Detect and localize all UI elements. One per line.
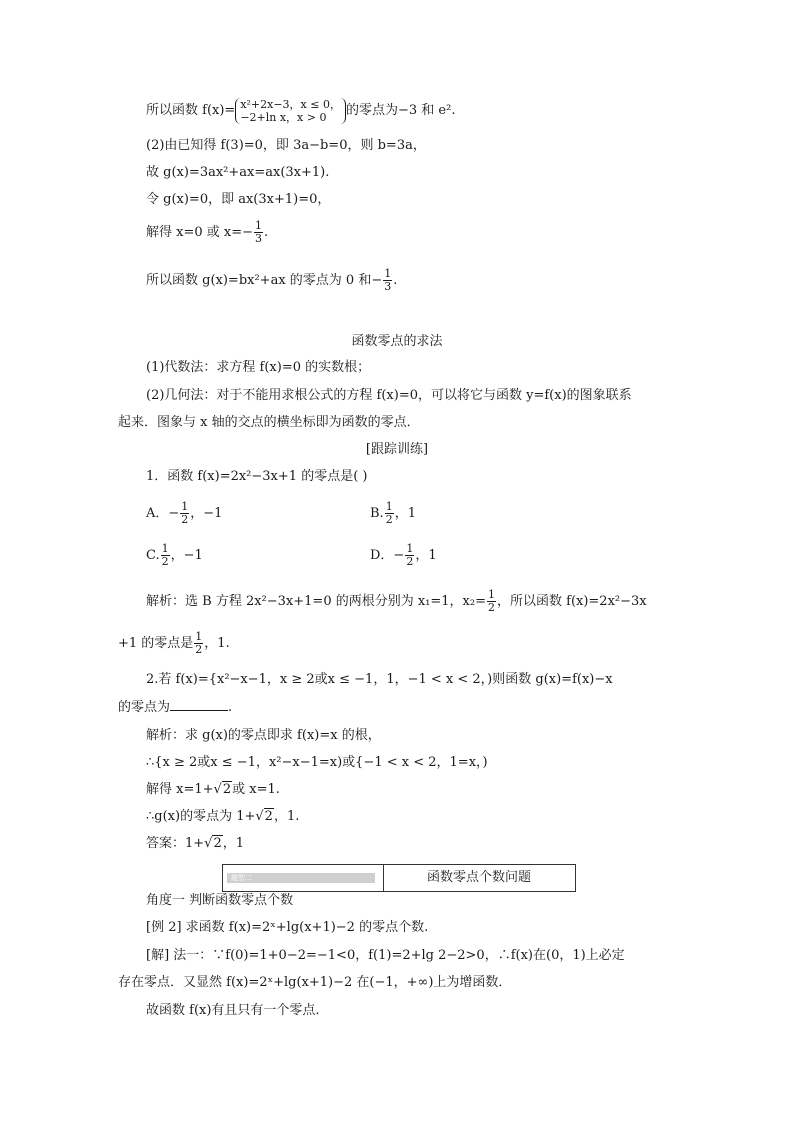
statement-prefix: 所以函数 f(x)= bbox=[146, 103, 236, 118]
sqrt-radicand: 2 bbox=[264, 809, 273, 824]
sqrt-symbol: √ bbox=[255, 809, 264, 824]
solution-4-prefix: ∴g(x)的零点为 1+ bbox=[146, 809, 256, 824]
fraction-one-half bbox=[161, 543, 170, 568]
piecewise-brace bbox=[235, 98, 346, 124]
fraction-numerator: 1 bbox=[488, 588, 495, 601]
option-a-prefix: A．− bbox=[146, 506, 180, 521]
question-1-solution bbox=[146, 587, 647, 617]
conclusion-prefix: 所以函数 g(x)=bx²+ax 的零点为 0 和− bbox=[146, 273, 383, 288]
section-tag-label: 题型二 bbox=[231, 874, 252, 882]
question-2-answer bbox=[146, 835, 244, 853]
solution-3-prefix: 解得 x=1+ bbox=[146, 782, 214, 797]
example-2-solution-b: 存在零点．又显然 f(x)=2ˣ+lg(x+1)−2 在(−1，+∞)上为增函数． bbox=[118, 975, 512, 990]
question-1-solution-cont bbox=[118, 629, 230, 659]
fraction-one-half bbox=[180, 501, 189, 526]
fraction-numerator: 1 bbox=[406, 542, 414, 555]
question-2-stem: 2.若 f(x)={x²−x−1，x ≥ 2或x ≤ −1，1，−1 < x < 2，)则函数 g(x)=f(x)−x bbox=[146, 672, 613, 687]
option-c-suffix: ，−1 bbox=[170, 548, 203, 563]
sqrt-radicand: 2 bbox=[222, 782, 232, 797]
option-b-suffix: ，1 bbox=[394, 506, 416, 521]
fraction-denominator: 2 bbox=[488, 601, 495, 614]
solution-cont-prefix: +1 的零点是 bbox=[118, 636, 194, 651]
question-2-solution-2: ∴{x ≥ 2或x ≤ −1，x²−x−1=x)或{−1 < x < 2，1=x，) bbox=[146, 755, 488, 770]
fraction-one-half bbox=[385, 501, 394, 526]
solve-line bbox=[146, 218, 268, 248]
section-header-box bbox=[222, 864, 576, 892]
conclusion-suffix: . bbox=[393, 273, 398, 288]
stem-cont-suffix: . bbox=[228, 700, 233, 715]
answer-prefix: 答案：1+ bbox=[146, 836, 205, 851]
solution-text-a: 解析：选 B 方程 2x²−3x+1=0 的两根分别为 x₁=1，x₂= bbox=[146, 594, 486, 609]
section-tag bbox=[227, 873, 375, 883]
option-a bbox=[146, 499, 222, 529]
fraction-denominator: 2 bbox=[195, 643, 203, 656]
option-d-prefix: D．− bbox=[370, 548, 405, 563]
fraction-one-half bbox=[194, 631, 203, 656]
example-2-conclusion: 故函数 f(x)有且只有一个零点． bbox=[146, 1003, 329, 1018]
part2-given: (2)由已知得 f(3)=0，即 3a−b=0，则 b=3a， bbox=[146, 138, 426, 153]
solution-text-b: ，所以函数 f(x)=2x²−3x bbox=[497, 594, 647, 609]
method-heading: 函数零点的求法 bbox=[351, 334, 443, 349]
angle-heading: 角度一 判断函数零点个数 bbox=[146, 893, 294, 908]
fraction-denominator: 2 bbox=[161, 555, 169, 568]
fraction-numerator: 1 bbox=[195, 630, 203, 643]
method-geometric: (2)几何法：对于不能用求根公式的方程 f(x)=0，可以将它与函数 y=f(x)的图象联系 bbox=[146, 388, 632, 403]
answer-blank bbox=[170, 698, 228, 711]
fraction-denominator: 2 bbox=[406, 555, 414, 568]
fraction-denominator: 3 bbox=[384, 280, 392, 293]
sqrt-symbol: √ bbox=[204, 836, 213, 851]
g-expression: 故 g(x)=3ax²+ax=ax(3x+1). bbox=[146, 165, 330, 180]
fraction-numerator: 1 bbox=[181, 500, 189, 513]
question-1-stem: 1．函数 f(x)=2x²−3x+1 的零点是( ) bbox=[146, 469, 368, 484]
solution-4-suffix: ，1. bbox=[273, 809, 300, 824]
option-a-suffix: ，−1 bbox=[190, 506, 223, 521]
training-heading: [跟踪训练] bbox=[365, 442, 429, 457]
option-c-prefix: C. bbox=[146, 548, 160, 563]
question-2-solution-3 bbox=[146, 781, 280, 799]
option-d-suffix: ，1 bbox=[415, 548, 437, 563]
example-2-solution-a: [解] 法一：∵f(0)=1+0−2=−1<0，f(1)=2+lg 2−2>0，∴f(x)在(0，1)上必定 bbox=[146, 948, 625, 963]
fraction-denominator: 3 bbox=[255, 232, 263, 245]
fraction-one-half bbox=[487, 589, 496, 614]
solve-suffix: . bbox=[264, 225, 269, 240]
fraction-numerator: 1 bbox=[385, 500, 393, 513]
statement-suffix: 的零点为−3 和 e². bbox=[345, 103, 456, 118]
answer-suffix: ，1 bbox=[222, 836, 245, 851]
option-d bbox=[370, 541, 437, 571]
set-g-zero: 令 g(x)=0，即 ax(3x+1)=0， bbox=[146, 192, 331, 207]
sqrt-two bbox=[204, 835, 223, 853]
sqrt-two bbox=[214, 781, 233, 799]
fraction-one-third bbox=[383, 268, 392, 293]
stem-cont-prefix: 的零点为 bbox=[118, 700, 171, 715]
piecewise-zero-statement bbox=[146, 94, 455, 128]
fraction-numerator: 1 bbox=[161, 542, 169, 555]
piecewise-case-2: −2+ln x，x > 0 bbox=[240, 110, 327, 124]
section-title: 函数零点个数问题 bbox=[426, 870, 531, 885]
solve-prefix: 解得 x=0 或 x=− bbox=[146, 225, 254, 240]
zero-conclusion bbox=[146, 266, 397, 296]
example-2: [例 2] 求函数 f(x)=2ˣ+lg(x+1)−2 的零点个数. bbox=[146, 920, 429, 935]
question-2-solution-1: 解析：求 g(x)的零点即求 f(x)=x 的根， bbox=[146, 728, 381, 743]
fraction-denominator: 2 bbox=[385, 513, 393, 526]
method-geometric-cont: 起来．图象与 x 轴的交点的横坐标即为函数的零点． bbox=[118, 415, 420, 430]
option-b bbox=[370, 499, 416, 529]
option-c bbox=[146, 541, 203, 571]
piecewise-case-1: x²+2x−3，x ≤ 0， bbox=[240, 97, 341, 111]
fraction-one-half bbox=[405, 543, 414, 568]
question-2-stem-cont bbox=[118, 698, 232, 717]
solution-cont-suffix: ，1. bbox=[204, 636, 230, 651]
sqrt-symbol: √ bbox=[213, 782, 222, 797]
fraction-numerator: 1 bbox=[384, 267, 392, 280]
fraction-denominator: 2 bbox=[181, 513, 189, 526]
option-b-prefix: B. bbox=[370, 506, 384, 521]
sqrt-radicand: 2 bbox=[213, 836, 222, 851]
sqrt-two bbox=[255, 808, 274, 826]
fraction-numerator: 1 bbox=[255, 219, 263, 232]
solution-3-suffix: 或 x=1. bbox=[232, 782, 280, 797]
fraction-one-third bbox=[254, 220, 263, 245]
method-algebraic: (1)代数法：求方程 f(x)=0 的实数根； bbox=[146, 360, 371, 375]
question-2-solution-4 bbox=[146, 808, 299, 826]
